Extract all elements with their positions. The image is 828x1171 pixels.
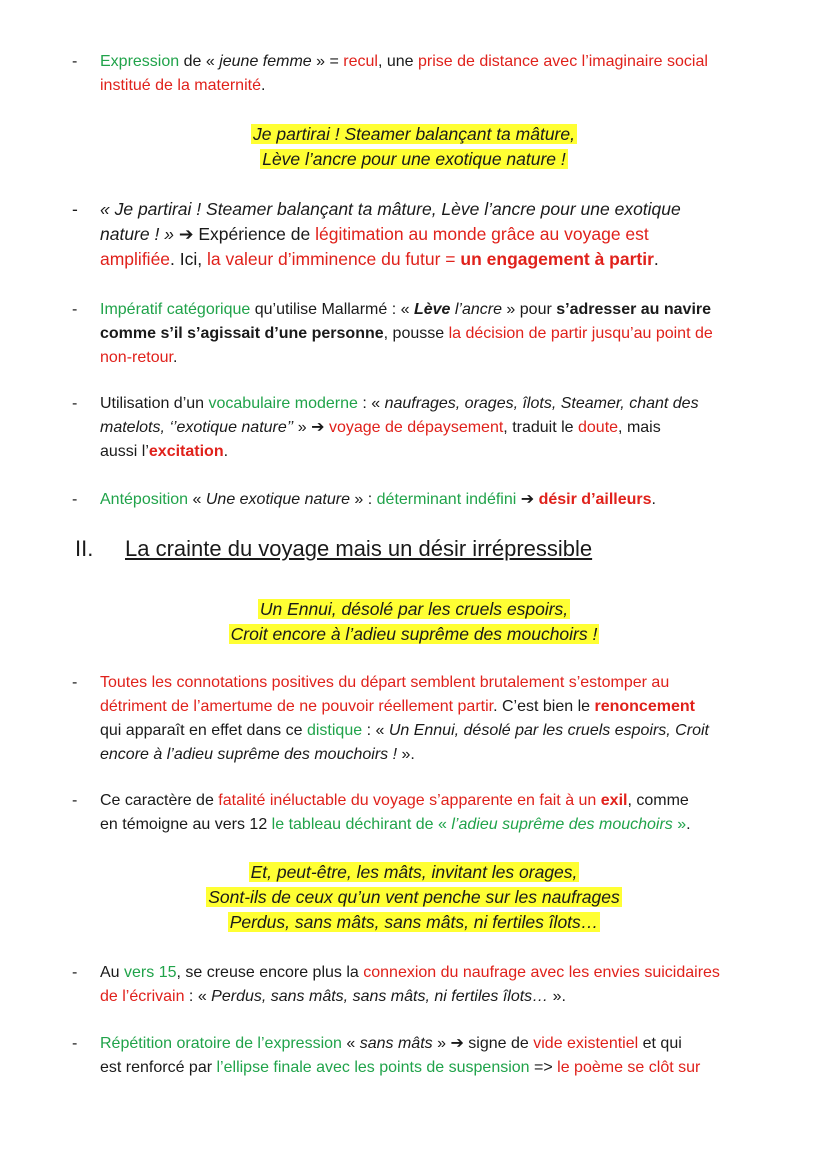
arrow-icon: ➔: [311, 419, 325, 436]
poem-line: Je partirai ! Steamer balançant ta mâture,: [253, 124, 575, 144]
text-span: signe de: [463, 1035, 534, 1052]
text-span: «: [341, 1035, 360, 1052]
poem-line: Lève l’ancre pour une exotique nature !: [262, 149, 566, 169]
green-span: Impératif catégorique: [100, 301, 251, 318]
bullet-item-8: [72, 961, 792, 1009]
green-span: vocabulaire moderne: [208, 395, 358, 412]
green-quote-span: l’adieu suprême des mouchoirs: [451, 816, 673, 833]
text-span: : «: [357, 395, 385, 412]
text-span: : «: [184, 988, 212, 1005]
green-span: »: [672, 816, 687, 833]
text-span: , mais: [618, 419, 661, 436]
bullet-dash: -: [72, 53, 78, 70]
text-span: de «: [179, 53, 220, 70]
text-span: qui apparaît en effet dans ce: [100, 722, 307, 739]
quote-span: jeune femme: [219, 53, 312, 70]
bullet-text: [100, 392, 792, 464]
poem-line: Un Ennui, désolé par les cruels espoirs,: [259, 599, 569, 619]
text-span: , traduit le: [503, 419, 578, 436]
text-span: Utilisation d’un: [100, 395, 209, 412]
red-span: légitimation au monde grâce au voyage est: [315, 224, 649, 244]
text-span: est renforcé par: [100, 1059, 217, 1076]
red-bold-span: renoncement: [594, 698, 695, 715]
bullet-item-3: [72, 298, 792, 370]
quote-span: matelots, ‘’exotique nature’’: [100, 419, 294, 436]
text-span: , comme: [627, 792, 689, 809]
quote-span: nature ! »: [100, 224, 179, 244]
bullet-text: [100, 789, 792, 837]
poem-quote-3: [0, 860, 828, 935]
quote-span: sans mâts: [359, 1035, 433, 1052]
text-span: Expérience de: [193, 224, 316, 244]
text-span: Au: [100, 964, 125, 981]
poem-line: Et, peut-être, les mâts, invitant les orages,: [250, 862, 578, 882]
text-span: . Ici,: [170, 249, 207, 269]
text-span: aussi l’: [100, 443, 149, 460]
red-bold-span: excitation: [148, 443, 224, 460]
bullet-text: [100, 488, 792, 512]
red-span: amplifiée: [100, 249, 171, 269]
term-expression: Expression: [100, 53, 180, 70]
quote-span: encore à l’adieu suprême des mouchoirs !: [100, 746, 398, 763]
section-heading: [75, 534, 592, 564]
text-span: .: [651, 491, 656, 508]
green-span: déterminant indéfini: [376, 491, 517, 508]
bullet-dash: -: [72, 199, 78, 219]
red-bold-span: un engagement à partir: [460, 249, 654, 269]
bold-span: s’adresser au navire: [556, 301, 712, 318]
green-span: vers 15: [124, 964, 177, 981]
bullet-dash: -: [72, 491, 78, 508]
bullet-text: [100, 197, 792, 272]
text-span: ».: [397, 746, 415, 763]
red-span: doute: [578, 419, 619, 436]
red-bold-span: exil: [600, 792, 628, 809]
red-span: détriment de l’amertume de ne pouvoir réellement partir: [100, 698, 494, 715]
red-span: de l’écrivain: [100, 988, 185, 1005]
term-recul: recul: [343, 53, 378, 70]
quote-span: naufrages, orages, îlots, Steamer, chant des: [384, 395, 699, 412]
text-span: » :: [349, 491, 377, 508]
red-bold-span: désir d’ailleurs: [538, 491, 652, 508]
quote-span: Une exotique nature: [205, 491, 350, 508]
bullet-dash: -: [72, 792, 78, 809]
text-span: , se creuse encore plus la: [176, 964, 364, 981]
red-span: prise de distance avec l’imaginaire social: [417, 53, 708, 70]
bullet-text: [100, 298, 792, 370]
text-span: .: [686, 816, 691, 833]
green-span: Antéposition: [100, 491, 189, 508]
arrow-icon: ➔: [450, 1035, 464, 1052]
red-span: la décision de partir jusqu’au point de: [448, 325, 713, 342]
red-span: fatalité inéluctable du voyage s’apparente en fait à un: [218, 792, 601, 809]
text-span: «: [188, 491, 206, 508]
text-span: »: [293, 419, 312, 436]
bullet-item-4: [72, 392, 792, 464]
text-span: .: [653, 249, 659, 269]
bold-span: comme s’il s’agissait d’une personne: [100, 325, 384, 342]
poem-line: Croit encore à l’adieu suprême des mouchoirs !: [230, 624, 598, 644]
text-span: .: [260, 77, 266, 94]
red-span: vide existentiel: [533, 1035, 639, 1052]
section-number: II.: [75, 536, 94, 561]
red-span: la valeur d’imminence du futur =: [207, 249, 461, 269]
quote-span: Perdus, sans mâts, sans mâts, ni fertiles îlots…: [211, 988, 549, 1005]
poem-quote-1: [0, 122, 828, 172]
bullet-dash: -: [72, 964, 78, 981]
red-span: Toutes les connotations positives du départ semblent brutalement s’estomper au: [100, 674, 670, 691]
bullet-dash: -: [72, 674, 78, 691]
bullet-item-5: [72, 488, 792, 512]
bullet-item-1: [72, 50, 792, 98]
bullet-text: [100, 961, 792, 1009]
text-span: , une: [377, 53, 418, 70]
text-span: qu’utilise Mallarmé : «: [250, 301, 414, 318]
text-span: »: [432, 1035, 451, 1052]
poem-line: Perdus, sans mâts, sans mâts, ni fertiles îlots…: [229, 912, 599, 932]
text-span: et qui: [638, 1035, 682, 1052]
green-span: Répétition oratoire de l’expression: [100, 1035, 342, 1052]
text-span: » =: [311, 53, 344, 70]
text-span: .: [223, 443, 229, 460]
arrow-icon: ➔: [178, 224, 194, 244]
bullet-dash: -: [72, 1035, 78, 1052]
quote-span: l’ancre: [450, 301, 502, 318]
bullet-item-2: [72, 197, 792, 272]
text-span: , pousse: [383, 325, 449, 342]
text-span: ».: [548, 988, 566, 1005]
red-span: non-retour: [100, 349, 173, 366]
bullet-text: [100, 50, 792, 98]
poem-line: Sont-ils de ceux qu’un vent penche sur les naufrages: [208, 887, 620, 907]
bullet-item-7: [72, 789, 792, 837]
bullet-item-9: [72, 1032, 792, 1080]
text-span: Ce caractère de: [100, 792, 219, 809]
quote-span: « Je partirai ! Steamer balançant ta mâture, Lève l’ancre pour une exotique: [100, 199, 681, 219]
bullet-text: [100, 671, 792, 767]
bullet-dash: -: [72, 395, 78, 412]
quote-span: Un Ennui, désolé par les cruels espoirs, Croit: [388, 722, 709, 739]
text-span: : «: [362, 722, 389, 739]
red-span: voyage de dépaysement: [328, 419, 504, 436]
text-span: .: [172, 349, 178, 366]
green-span: le tableau déchirant de «: [271, 816, 452, 833]
text-span: » pour: [501, 301, 557, 318]
section-title: La crainte du voyage mais un désir irrépressible: [125, 536, 593, 561]
quote-span: Lève: [413, 301, 451, 318]
red-span: connexion du naufrage avec les envies suicidaires: [363, 964, 720, 981]
green-span: distique: [306, 722, 363, 739]
red-span: institué de la maternité: [100, 77, 261, 94]
arrow-icon: ➔: [520, 491, 535, 508]
text-span: . C’est bien le: [493, 698, 595, 715]
red-span: le poème se clôt sur: [557, 1059, 701, 1076]
text-span: =>: [529, 1059, 558, 1076]
green-span: l’ellipse finale avec les points de suspension: [216, 1059, 530, 1076]
bullet-text: [100, 1032, 792, 1080]
poem-quote-2: [0, 597, 828, 647]
bullet-item-6: [72, 671, 792, 767]
text-span: en témoigne au vers 12: [100, 816, 272, 833]
bullet-dash: -: [72, 301, 78, 318]
